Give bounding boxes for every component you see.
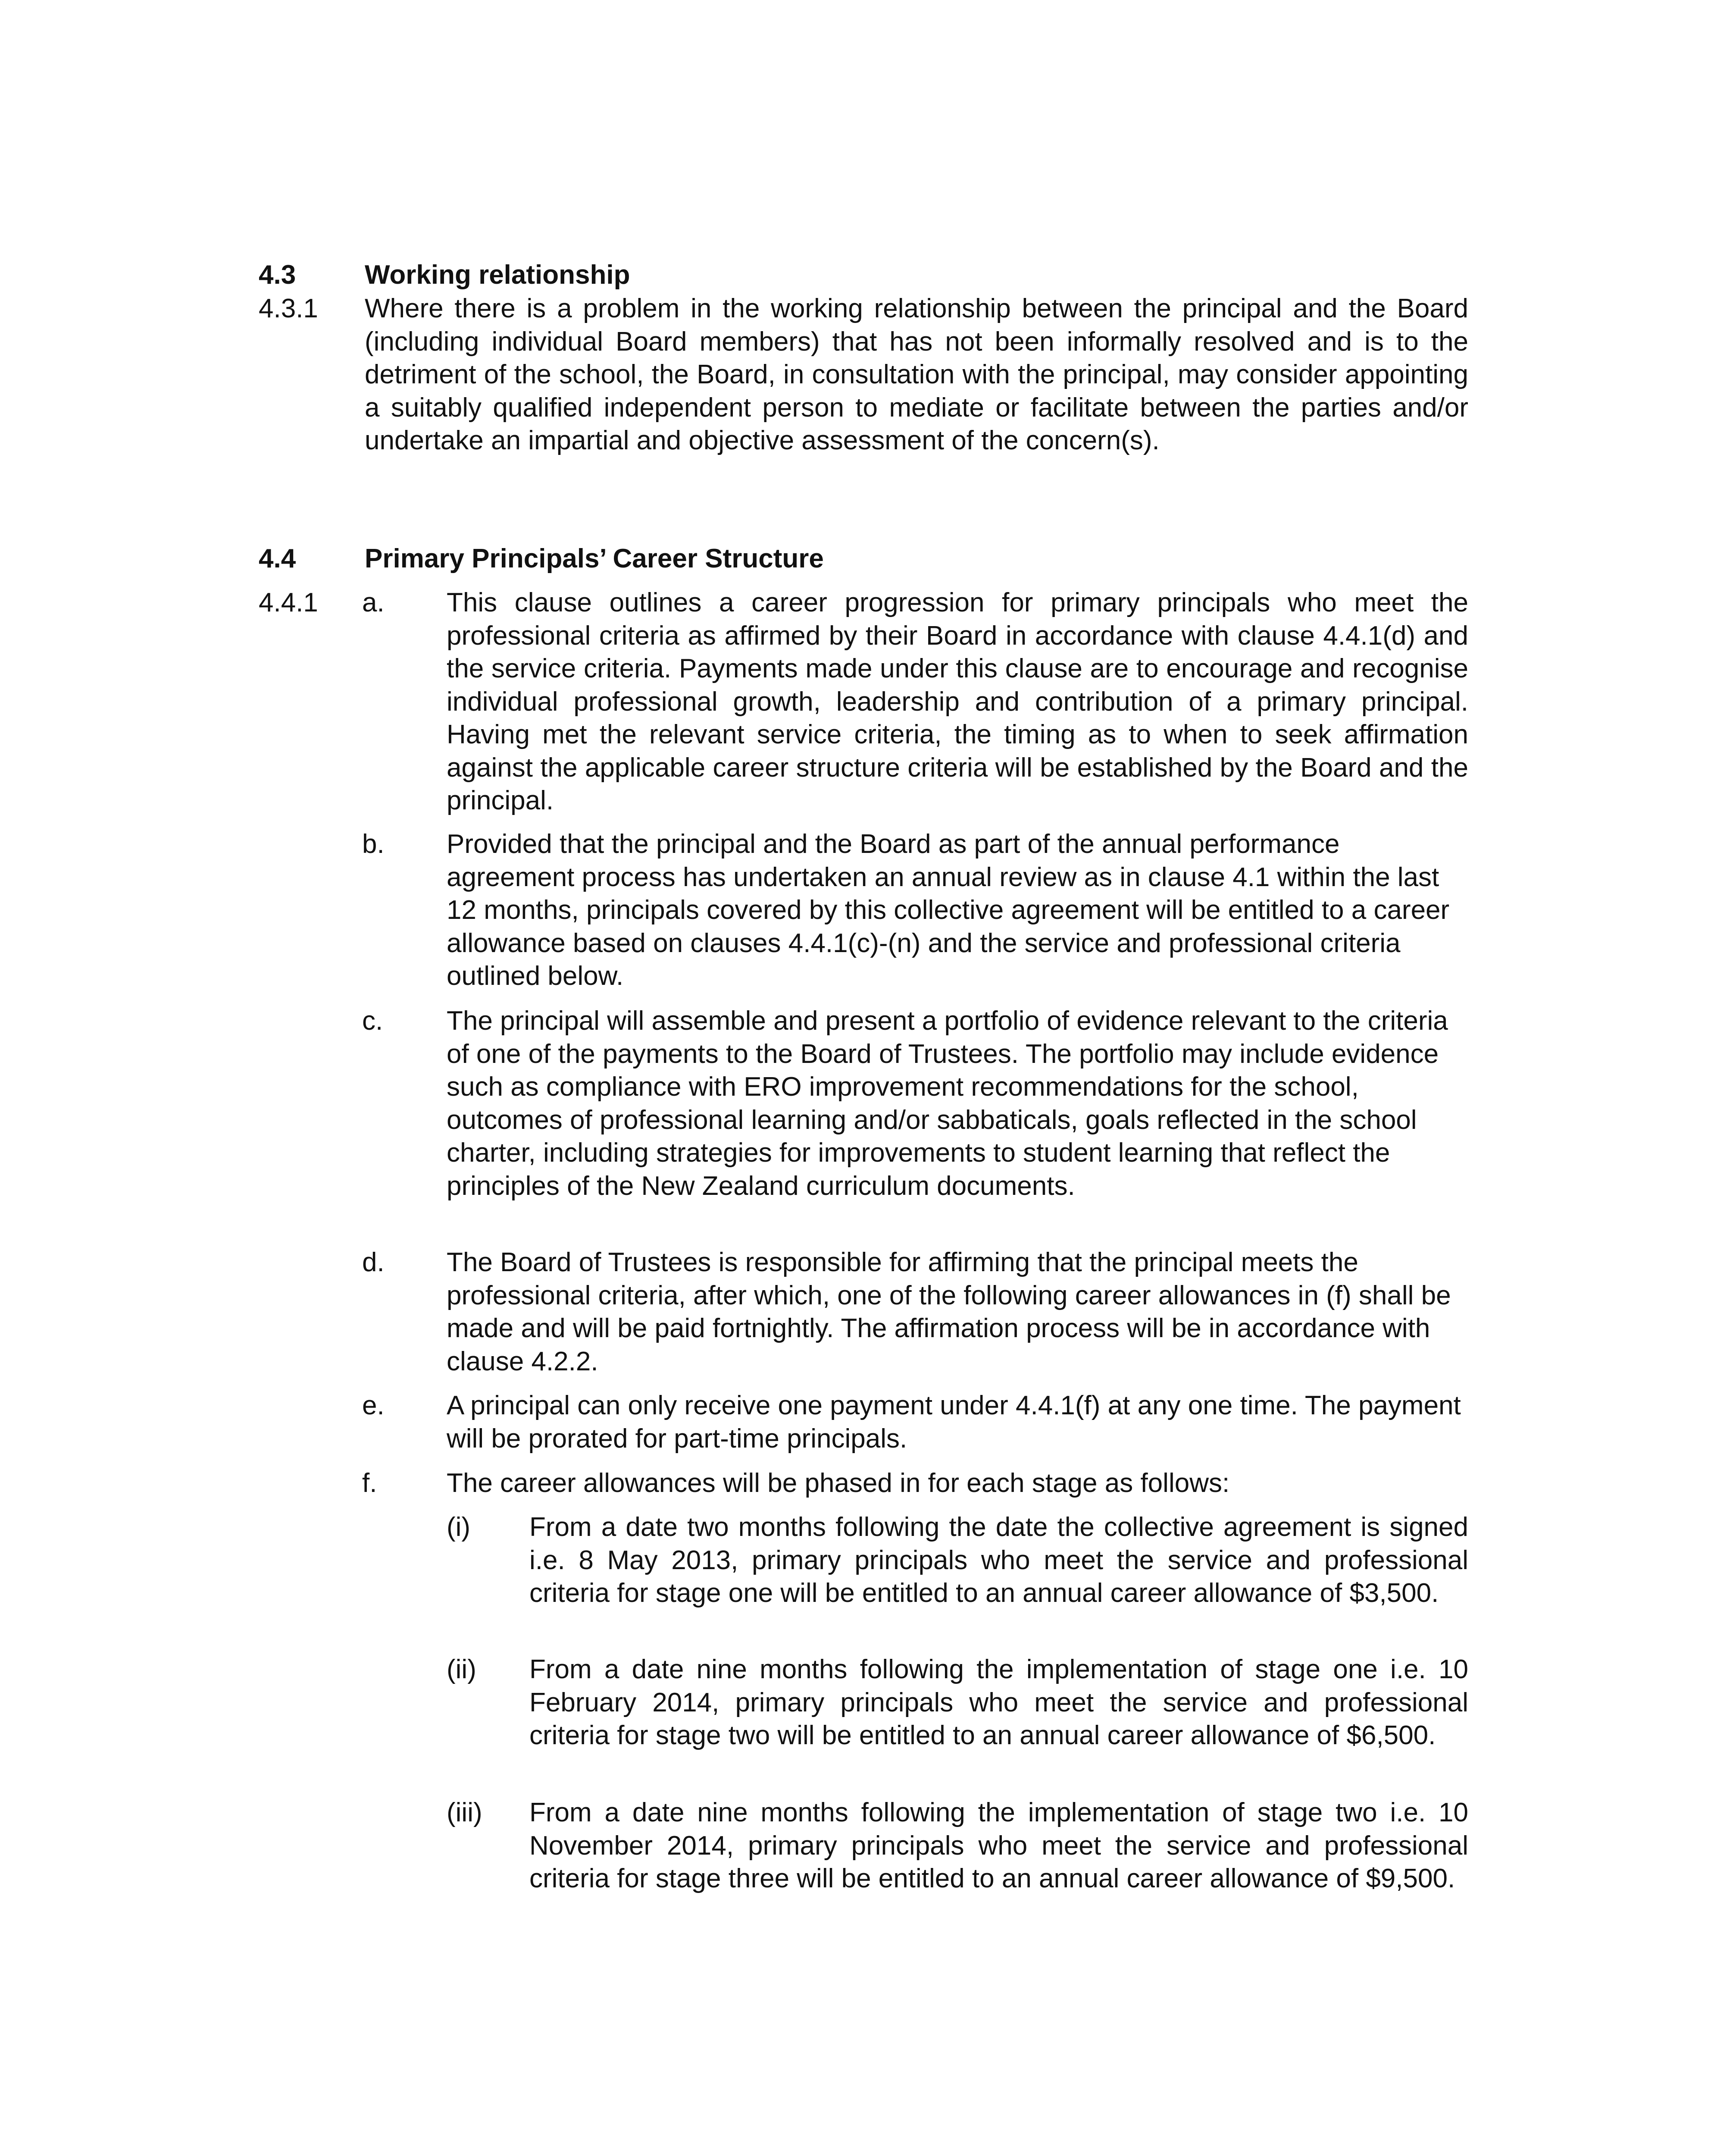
section-number: 4.4 [259, 544, 296, 573]
clause-number: 4.3.1 [259, 294, 318, 323]
stage-number: (ii) [447, 1655, 476, 1684]
clause-number: 4.4.1 [259, 588, 318, 617]
stage-number: (i) [447, 1512, 471, 1542]
stage-number: (iii) [447, 1798, 482, 1827]
item-text: The Board of Trustees is responsible for affirming that the principal meets the professional criteria, after which, one of the following career allowances in (f) shall be made and will be paid fortnightly. The affirmation process will be in accordance with clause 4.2.2. [447, 1247, 1451, 1376]
item-letter: e. [362, 1391, 385, 1420]
item-text: This clause outlines a career progression for primary principals who meet the professional criteria as affirmed by their Board in accordance with clause 4.4.1(d) and the service criteria. Payments made under this clause are to encourage and recognise individual professional growth, leadership and contribution of a primary principal. Having met the relevant service criteria, the timing as to when to seek affirmation against the applicable career structure criteria will be established by the Board and the principal. [447, 588, 1468, 815]
section-number: 4.3 [259, 260, 296, 290]
section-title: Primary Principals’ Career Structure [365, 544, 824, 573]
item-text: The principal will assemble and present a portfolio of evidence relevant to the criteria of one of the payments to the Board of Trustees. The portfolio may include evidence such as compliance with ERO improvement recommendations for the school, outcomes of professional learning and/or sabbaticals, goals reflected in the school charter, including strategies for improvements to student learning that reflect the principles of the New Zealand curriculum documents. [447, 1006, 1448, 1201]
stage-text: From a date nine months following the implementation of stage one i.e. 10 February 2014, primary principals who meet the service and professional criteria for stage two will be entitled to an annual career allowance of $6,500. [529, 1655, 1468, 1750]
item-letter: d. [362, 1247, 385, 1277]
item-letter: a. [362, 588, 385, 617]
item-letter: f. [362, 1468, 377, 1498]
item-letter: c. [362, 1006, 383, 1036]
clause-text: Where there is a problem in the working relationship between the principal and the Board (including individual Board members) that has not been informally resolved and is to the detriment of the school, the Board, in consultation with the principal, may consider appointing a suitably qualified independent person to mediate or facilitate between the parties and/or undertake an impartial and objective assessment of the concern(s). [365, 294, 1468, 455]
item-text: Provided that the principal and the Board as part of the annual performance agreement process has undertaken an annual review as in clause 4.1 within the last 12 months, principals covered by this collective agreement will be entitled to a career allowance based on clauses 4.4.1(c)-(n) and the service and professional criteria outlined below. [447, 829, 1450, 991]
stage-text: From a date two months following the date the collective agreement is signed i.e. 8 May 2013, primary principals who meet the service and professional criteria for stage one will be entitled to an annual career allowance of $3,500. [529, 1512, 1468, 1608]
item-text: The career allowances will be phased in for each stage as follows: [447, 1468, 1230, 1498]
section-title: Working relationship [365, 260, 630, 290]
item-text: A principal can only receive one payment under 4.4.1(f) at any one time. The payment will be prorated for part-time principals. [447, 1391, 1461, 1454]
stage-text: From a date nine months following the implementation of stage two i.e. 10 November 2014, primary principals who meet the service and professional criteria for stage three will be entitled to an annual career allowance of $9,500. [529, 1798, 1468, 1893]
item-letter: b. [362, 829, 385, 859]
